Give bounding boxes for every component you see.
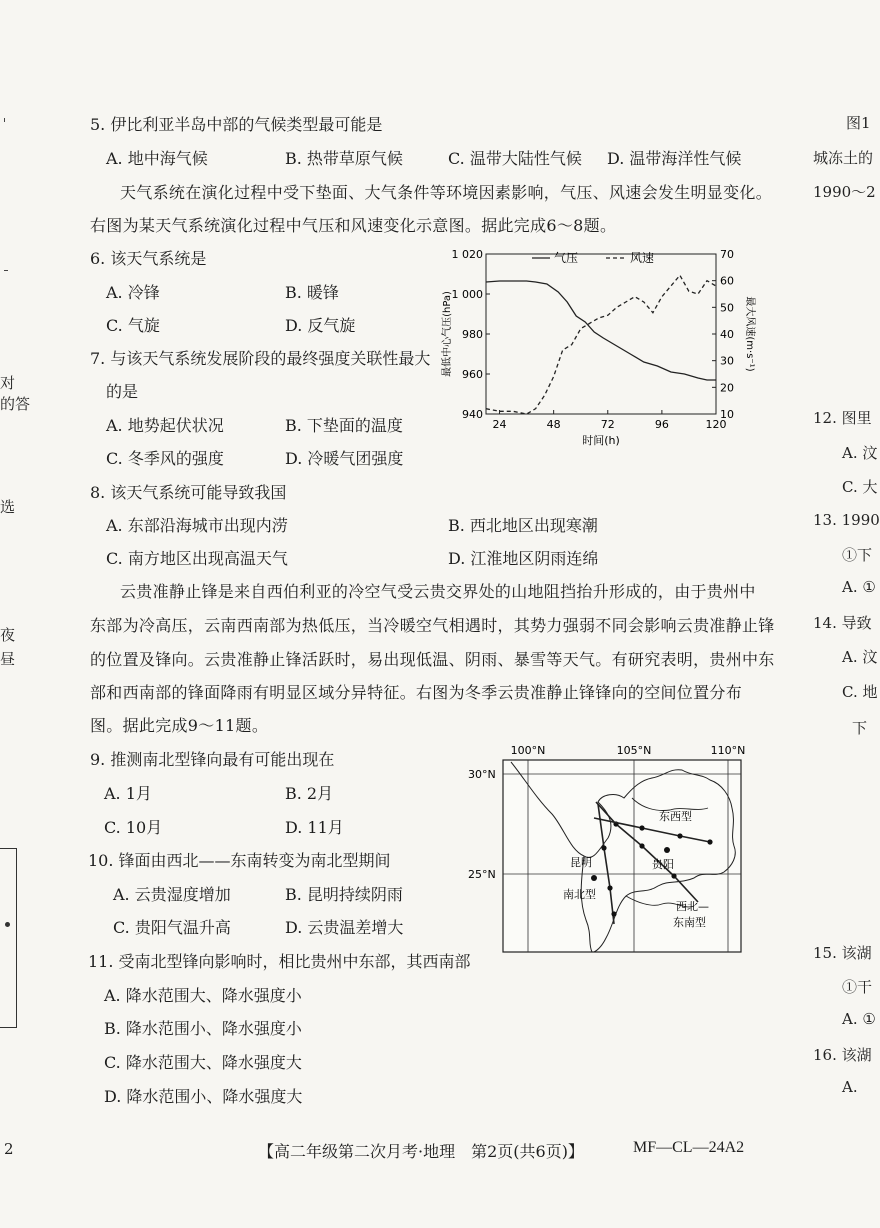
legend-pressure-label: 气压 (554, 251, 579, 265)
edge-fragment: A. 汶 (842, 444, 878, 462)
latitude-label: 30°N (468, 768, 496, 781)
question-11-option-a: A. 降水范围大、降水强度小 (104, 986, 302, 1005)
city-marker-guiyang (664, 847, 670, 853)
question-10-option-b: B. 昆明持续阴雨 (285, 885, 403, 904)
question-9-option-a: A. 1月 (104, 784, 152, 803)
latitude-label: 25°N (468, 868, 496, 881)
edge-fragment: C. 地 (842, 683, 878, 701)
question-11-option-c: C. 降水范围大、降水强度大 (104, 1053, 302, 1072)
intro-paragraph-line: 图。据此完成9～11题。 (90, 716, 269, 735)
footer-page-info: 【高二年级第二次月考·地理 第2页(共6页)】 (258, 1142, 584, 1161)
legend-wind-label: 风速 (630, 251, 655, 265)
edge-fragment: 昼 (0, 650, 16, 668)
front-marker (707, 839, 712, 844)
intro-paragraph-line: 天气系统在演化过程中受下垫面、大气条件等环境因素影响，气压、风速会发生明显变化。 (120, 183, 773, 202)
question-5-option-c: C. 温带大陆性气候 (448, 149, 582, 168)
pressure-wind-chart (436, 244, 766, 449)
question-10-option-a: A. 云贵湿度增加 (113, 885, 231, 904)
question-7-option-a: A. 地势起伏状况 (106, 416, 224, 435)
question-9-option-c: C. 10月 (104, 818, 163, 837)
question-11-stem: 11. 受南北型锋向影响时，相比贵州中东部，其西南部 (88, 952, 471, 971)
question-7-option-c: C. 冬季风的强度 (106, 449, 224, 468)
edge-fragment: 夜 (0, 626, 16, 644)
question-5-stem: 5. 伊比利亚半岛中部的气候类型最可能是 (90, 115, 383, 134)
question-5-option-a: A. 地中海气候 (106, 149, 208, 168)
x-tick-label: 24 (492, 418, 507, 431)
front-marker (601, 845, 606, 850)
front-marker (607, 885, 612, 890)
left-y-tick-label: 1 000 (451, 288, 483, 301)
pressure-series-line (486, 281, 716, 380)
x-tick-label: 120 (705, 418, 727, 431)
question-8-option-a: A. 东部沿海城市出现内涝 (106, 516, 288, 535)
question-6-option-a: A. 冷锋 (106, 283, 160, 302)
question-11-option-b: B. 降水范围小、降水强度小 (104, 1019, 302, 1038)
longitude-label: 100°N (510, 744, 546, 757)
edge-fragment: 1990～2 (813, 183, 876, 201)
city-label-kunming: 昆明 (570, 856, 592, 869)
question-10-option-c: C. 贵阳气温升高 (113, 918, 231, 937)
question-6-stem: 6. 该天气系统是 (90, 249, 207, 268)
intro-paragraph-line: 云贵准静止锋是来自西伯利亚的冷空气受云贵交界处的山地阻挡抬升形成的，由于贵州中 (120, 582, 756, 601)
question-7-stem: 7. 与该天气系统发展阶段的最终强度关联性最大 (90, 349, 431, 368)
left-y-tick-label: 940 (462, 408, 483, 421)
right-y-tick-label: 60 (720, 274, 734, 288)
question-10-option-d: D. 云贵温差增大 (285, 918, 404, 937)
right-y-tick-label: 40 (720, 328, 734, 341)
x-tick-label: 48 (546, 418, 561, 431)
question-10-stem: 10. 锋面由西北——东南转变为南北型期间 (88, 851, 391, 870)
chart-left-y-label: 最低中心气压(hPa) (442, 291, 453, 377)
edge-mark (5, 922, 10, 927)
longitude-label: 105°N (616, 744, 652, 757)
left-y-tick-label: 960 (462, 368, 483, 381)
edge-fragment: 12. 图里 (813, 409, 872, 427)
left-y-tick-label: 1 020 (451, 248, 483, 261)
front-marker (611, 911, 616, 916)
question-11-option-d: D. 降水范围小、降水强度大 (104, 1087, 303, 1106)
question-6-option-d: D. 反气旋 (285, 316, 356, 335)
front-marker (639, 825, 644, 830)
question-8-stem: 8. 该天气系统可能导致我国 (90, 483, 287, 502)
left-y-tick-label: 980 (462, 328, 483, 341)
intro-paragraph-line: 东部为冷高压，云南西南部为热低压，当冷暖空气相遇时，其势力强弱不同会影响云贵准静止锋 (90, 616, 775, 635)
edge-fragment: 下 (852, 719, 868, 737)
city-label-guiyang: 贵阳 (652, 858, 674, 871)
edge-fragment: 选 (0, 498, 16, 516)
right-y-tick-label: 70 (720, 248, 734, 261)
x-tick-label: 72 (600, 418, 615, 431)
front-marker (677, 833, 682, 838)
right-y-tick-label: 30 (720, 354, 734, 368)
question-8-option-d: D. 江淮地区阴雨连绵 (448, 549, 599, 568)
question-7-stem-cont: 的是 (106, 382, 139, 401)
question-9-option-b: B. 2月 (285, 784, 334, 803)
front-marker (671, 873, 676, 878)
front-label-northwest-southeast-2: 东南型 (673, 916, 706, 929)
question-9-option-d: D. 11月 (285, 818, 344, 837)
intro-paragraph-line: 右图为某天气系统演化过程中气压和风速变化示意图。据此完成6～8题。 (90, 216, 617, 235)
question-7-option-d: D. 冷暖气团强度 (285, 449, 404, 468)
chart-x-label: 时间(h) (582, 434, 620, 447)
question-8-option-c: C. 南方地区出现高温天气 (106, 549, 288, 568)
front-label-east-west: 东西型 (659, 810, 692, 823)
edge-fragment: 14. 导致 (813, 614, 872, 632)
page-number: 2 (4, 1140, 14, 1158)
front-label-northwest-southeast: 西北— (676, 900, 709, 913)
edge-fragment: 13. 1990 (813, 511, 880, 529)
x-tick-label: 96 (654, 418, 669, 431)
longitude-label: 110°N (710, 744, 746, 757)
edge-fragment: C. 大 (842, 478, 878, 496)
edge-fragment: 16. 该湖 (813, 1046, 872, 1064)
question-5-option-b: B. 热带草原气候 (285, 149, 403, 168)
right-y-tick-label: 10 (720, 408, 734, 421)
edge-fragment: A. ① (842, 1010, 876, 1028)
edge-fragment-box (0, 848, 17, 1028)
question-7-option-b: B. 下垫面的温度 (285, 416, 403, 435)
question-9-stem: 9. 推测南北型锋向最有可能出现在 (90, 750, 335, 769)
edge-fragment: 城冻土的 (813, 149, 874, 167)
intro-paragraph-line: 部和西南部的锋面降雨有明显区域分异特征。右图为冬季云贵准静止锋锋向的空间位置分布 (90, 683, 743, 702)
question-5-option-d: D. 温带海洋性气候 (607, 149, 742, 168)
edge-mark (4, 270, 8, 271)
wind-series-line (486, 275, 716, 414)
edge-fragment: A. 汶 (842, 648, 878, 666)
front-label-north-south: 南北型 (563, 888, 596, 901)
edge-mark (4, 118, 5, 122)
intro-paragraph-line: 的位置及锋向。云贵准静止锋活跃时，易出现低温、阴雨、暴雪等天气。有研究表明，贵州中东 (90, 650, 775, 669)
edge-fragment: 的答 (0, 395, 31, 413)
edge-fragment: 图1 (846, 114, 871, 132)
edge-fragment: 15. 该湖 (813, 944, 872, 962)
question-8-option-b: B. 西北地区出现寒潮 (448, 516, 598, 535)
chart-ticks (452, 248, 735, 431)
edge-fragment: A. (842, 1078, 858, 1096)
front-marker (639, 843, 644, 848)
city-marker-kunming (591, 875, 597, 881)
chart-right-y-label: 最大风速(m·s⁻¹) (744, 296, 755, 372)
question-6-option-c: C. 气旋 (106, 316, 160, 335)
edge-fragment: ①下 (842, 546, 873, 564)
right-y-tick-label: 20 (720, 381, 734, 395)
edge-fragment: A. ① (842, 578, 876, 596)
edge-fragment: ①干 (842, 978, 873, 996)
front-location-map (466, 738, 746, 968)
edge-fragment: 对 (0, 374, 16, 392)
right-y-tick-label: 50 (720, 301, 734, 315)
question-6-option-b: B. 暖锋 (285, 283, 339, 302)
footer-exam-code: MF—CL—24A2 (633, 1139, 745, 1156)
